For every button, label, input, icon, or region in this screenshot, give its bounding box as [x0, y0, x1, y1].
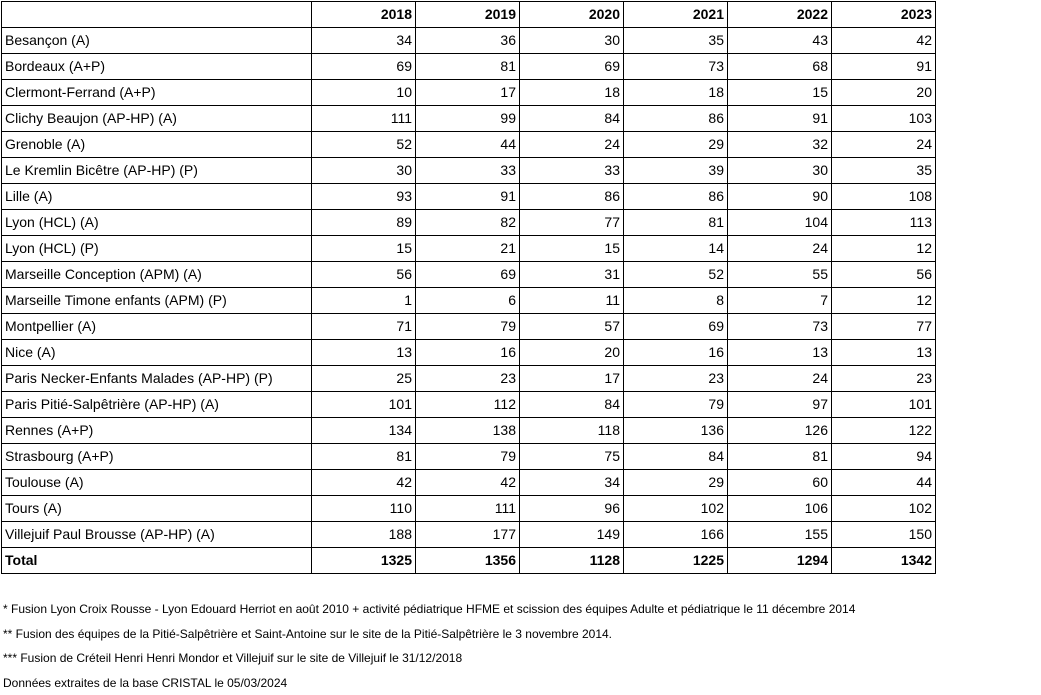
table-row — [2, 262, 936, 288]
cell-value: 23 — [832, 366, 936, 392]
cell-value: 90 — [728, 184, 832, 210]
cell-value: 52 — [624, 262, 728, 288]
cell-value: 32 — [728, 132, 832, 158]
cell-value: 136 — [624, 418, 728, 444]
row-label: Tours (A) — [2, 496, 312, 522]
row-label: Besançon (A) — [2, 28, 312, 54]
cell-value: 112 — [416, 392, 520, 418]
cell-value: 23 — [416, 366, 520, 392]
total-row — [2, 548, 936, 574]
cell-value: 79 — [624, 392, 728, 418]
cell-value: 44 — [416, 132, 520, 158]
cell-value: 93 — [312, 184, 416, 210]
cell-value: 25 — [312, 366, 416, 392]
cell-value: 18 — [520, 80, 624, 106]
cell-value: 97 — [728, 392, 832, 418]
cell-value: 15 — [728, 80, 832, 106]
cell-value: 84 — [520, 392, 624, 418]
cell-value: 33 — [416, 158, 520, 184]
row-label: Lyon (HCL) (A) — [2, 210, 312, 236]
footnote: * Fusion Lyon Croix Rousse - Lyon Edouard Herriot en août 2010 + activité pédiatrique HFME et scission des équipes Adulte et pédiatrique le 11 décembre 2014 — [3, 597, 855, 622]
cell-value: 24 — [832, 132, 936, 158]
cell-value: 77 — [520, 210, 624, 236]
cell-value: 71 — [312, 314, 416, 340]
cell-value: 166 — [624, 522, 728, 548]
cell-value: 42 — [832, 28, 936, 54]
cell-value: 56 — [832, 262, 936, 288]
cell-value: 81 — [416, 54, 520, 80]
year-header: 2020 — [520, 2, 624, 28]
cell-value: 79 — [416, 444, 520, 470]
cell-value: 11 — [520, 288, 624, 314]
cell-value: 150 — [832, 522, 936, 548]
cell-value: 33 — [520, 158, 624, 184]
cell-value: 18 — [624, 80, 728, 106]
cell-value: 106 — [728, 496, 832, 522]
table-row — [2, 470, 936, 496]
row-label: Grenoble (A) — [2, 132, 312, 158]
cell-value: 73 — [728, 314, 832, 340]
row-label: Le Kremlin Bicêtre (AP-HP) (P) — [2, 158, 312, 184]
cell-value: 84 — [520, 106, 624, 132]
source-note: Données extraites de la base CRISTAL le 05/03/2024 — [3, 671, 855, 695]
cell-value: 91 — [832, 54, 936, 80]
cell-value: 79 — [416, 314, 520, 340]
cell-value: 68 — [728, 54, 832, 80]
total-value: 1294 — [728, 548, 832, 574]
footnote: ** Fusion des équipes de la Pitié-Salpêtrière et Saint-Antoine sur le site de la Pitié-Salpêtrière le 3 novembre 2014. — [3, 622, 855, 647]
row-label: Clermont-Ferrand (A+P) — [2, 80, 312, 106]
data-table — [1, 1, 936, 574]
year-header: 2019 — [416, 2, 520, 28]
row-label: Nice (A) — [2, 340, 312, 366]
table-row — [2, 366, 936, 392]
cell-value: 13 — [312, 340, 416, 366]
cell-value: 16 — [416, 340, 520, 366]
cell-value: 57 — [520, 314, 624, 340]
cell-value: 81 — [624, 210, 728, 236]
cell-value: 60 — [728, 470, 832, 496]
cell-value: 69 — [520, 54, 624, 80]
table-row — [2, 80, 936, 106]
cell-value: 15 — [312, 236, 416, 262]
cell-value: 1 — [312, 288, 416, 314]
table-row — [2, 418, 936, 444]
cell-value: 102 — [624, 496, 728, 522]
cell-value: 52 — [312, 132, 416, 158]
cell-value: 113 — [832, 210, 936, 236]
cell-value: 73 — [624, 54, 728, 80]
cell-value: 20 — [520, 340, 624, 366]
cell-value: 96 — [520, 496, 624, 522]
cell-value: 30 — [520, 28, 624, 54]
total-value: 1356 — [416, 548, 520, 574]
cell-value: 94 — [832, 444, 936, 470]
cell-value: 126 — [728, 418, 832, 444]
row-label: Paris Pitié-Salpêtrière (AP-HP) (A) — [2, 392, 312, 418]
cell-value: 84 — [624, 444, 728, 470]
cell-value: 69 — [312, 54, 416, 80]
cell-value: 29 — [624, 132, 728, 158]
cell-value: 111 — [416, 496, 520, 522]
cell-value: 86 — [624, 106, 728, 132]
cell-value: 20 — [832, 80, 936, 106]
cell-value: 7 — [728, 288, 832, 314]
cell-value: 31 — [520, 262, 624, 288]
cell-value: 29 — [624, 470, 728, 496]
row-label: Bordeaux (A+P) — [2, 54, 312, 80]
cell-value: 102 — [832, 496, 936, 522]
cell-value: 118 — [520, 418, 624, 444]
year-header: 2021 — [624, 2, 728, 28]
cell-value: 69 — [416, 262, 520, 288]
table-row — [2, 496, 936, 522]
cell-value: 36 — [416, 28, 520, 54]
total-value: 1128 — [520, 548, 624, 574]
cell-value: 101 — [832, 392, 936, 418]
total-value: 1342 — [832, 548, 936, 574]
table-row — [2, 236, 936, 262]
cell-value: 108 — [832, 184, 936, 210]
cell-value: 91 — [728, 106, 832, 132]
cell-value: 24 — [728, 366, 832, 392]
cell-value: 69 — [624, 314, 728, 340]
cell-value: 86 — [624, 184, 728, 210]
row-label: Paris Necker-Enfants Malades (AP-HP) (P) — [2, 366, 312, 392]
cell-value: 81 — [728, 444, 832, 470]
cell-value: 75 — [520, 444, 624, 470]
row-label: Rennes (A+P) — [2, 418, 312, 444]
cell-value: 17 — [416, 80, 520, 106]
footnotes — [3, 597, 855, 695]
table-row — [2, 314, 936, 340]
cell-value: 35 — [832, 158, 936, 184]
table-row — [2, 158, 936, 184]
year-header: 2023 — [832, 2, 936, 28]
table-row — [2, 444, 936, 470]
cell-value: 30 — [312, 158, 416, 184]
row-label: Marseille Timone enfants (APM) (P) — [2, 288, 312, 314]
cell-value: 14 — [624, 236, 728, 262]
cell-value: 34 — [312, 28, 416, 54]
cell-value: 122 — [832, 418, 936, 444]
cell-value: 16 — [624, 340, 728, 366]
cell-value: 13 — [832, 340, 936, 366]
row-label: Marseille Conception (APM) (A) — [2, 262, 312, 288]
cell-value: 89 — [312, 210, 416, 236]
cell-value: 86 — [520, 184, 624, 210]
cell-value: 12 — [832, 236, 936, 262]
table-row — [2, 288, 936, 314]
corner-cell — [2, 2, 312, 28]
cell-value: 6 — [416, 288, 520, 314]
cell-value: 42 — [312, 470, 416, 496]
table-row — [2, 392, 936, 418]
row-label: Villejuif Paul Brousse (AP-HP) (A) — [2, 522, 312, 548]
cell-value: 56 — [312, 262, 416, 288]
table-row — [2, 28, 936, 54]
total-value: 1225 — [624, 548, 728, 574]
cell-value: 91 — [416, 184, 520, 210]
cell-value: 30 — [728, 158, 832, 184]
table-row — [2, 106, 936, 132]
cell-value: 188 — [312, 522, 416, 548]
cell-value: 134 — [312, 418, 416, 444]
cell-value: 23 — [624, 366, 728, 392]
cell-value: 42 — [416, 470, 520, 496]
table-row — [2, 340, 936, 366]
cell-value: 24 — [728, 236, 832, 262]
cell-value: 103 — [832, 106, 936, 132]
total-label: Total — [2, 548, 312, 574]
table-row — [2, 210, 936, 236]
cell-value: 55 — [728, 262, 832, 288]
row-label: Clichy Beaujon (AP-HP) (A) — [2, 106, 312, 132]
row-label: Strasbourg (A+P) — [2, 444, 312, 470]
cell-value: 111 — [312, 106, 416, 132]
cell-value: 177 — [416, 522, 520, 548]
cell-value: 104 — [728, 210, 832, 236]
cell-value: 77 — [832, 314, 936, 340]
cell-value: 34 — [520, 470, 624, 496]
row-label: Lille (A) — [2, 184, 312, 210]
cell-value: 81 — [312, 444, 416, 470]
cell-value: 43 — [728, 28, 832, 54]
table-row — [2, 132, 936, 158]
cell-value: 12 — [832, 288, 936, 314]
cell-value: 24 — [520, 132, 624, 158]
cell-value: 21 — [416, 236, 520, 262]
cell-value: 138 — [416, 418, 520, 444]
cell-value: 8 — [624, 288, 728, 314]
row-label: Toulouse (A) — [2, 470, 312, 496]
row-label: Montpellier (A) — [2, 314, 312, 340]
row-label: Lyon (HCL) (P) — [2, 236, 312, 262]
cell-value: 39 — [624, 158, 728, 184]
cell-value: 110 — [312, 496, 416, 522]
cell-value: 10 — [312, 80, 416, 106]
header-row — [2, 2, 936, 28]
table-row — [2, 522, 936, 548]
year-header: 2018 — [312, 2, 416, 28]
year-header: 2022 — [728, 2, 832, 28]
table-row — [2, 54, 936, 80]
cell-value: 35 — [624, 28, 728, 54]
footnote: *** Fusion de Créteil Henri Henri Mondor et Villejuif sur le site de Villejuif le 31/12/2018 — [3, 646, 855, 671]
cell-value: 149 — [520, 522, 624, 548]
table-row — [2, 184, 936, 210]
cell-value: 155 — [728, 522, 832, 548]
total-value: 1325 — [312, 548, 416, 574]
cell-value: 13 — [728, 340, 832, 366]
cell-value: 17 — [520, 366, 624, 392]
cell-value: 101 — [312, 392, 416, 418]
cell-value: 82 — [416, 210, 520, 236]
cell-value: 44 — [832, 470, 936, 496]
cell-value: 99 — [416, 106, 520, 132]
cell-value: 15 — [520, 236, 624, 262]
